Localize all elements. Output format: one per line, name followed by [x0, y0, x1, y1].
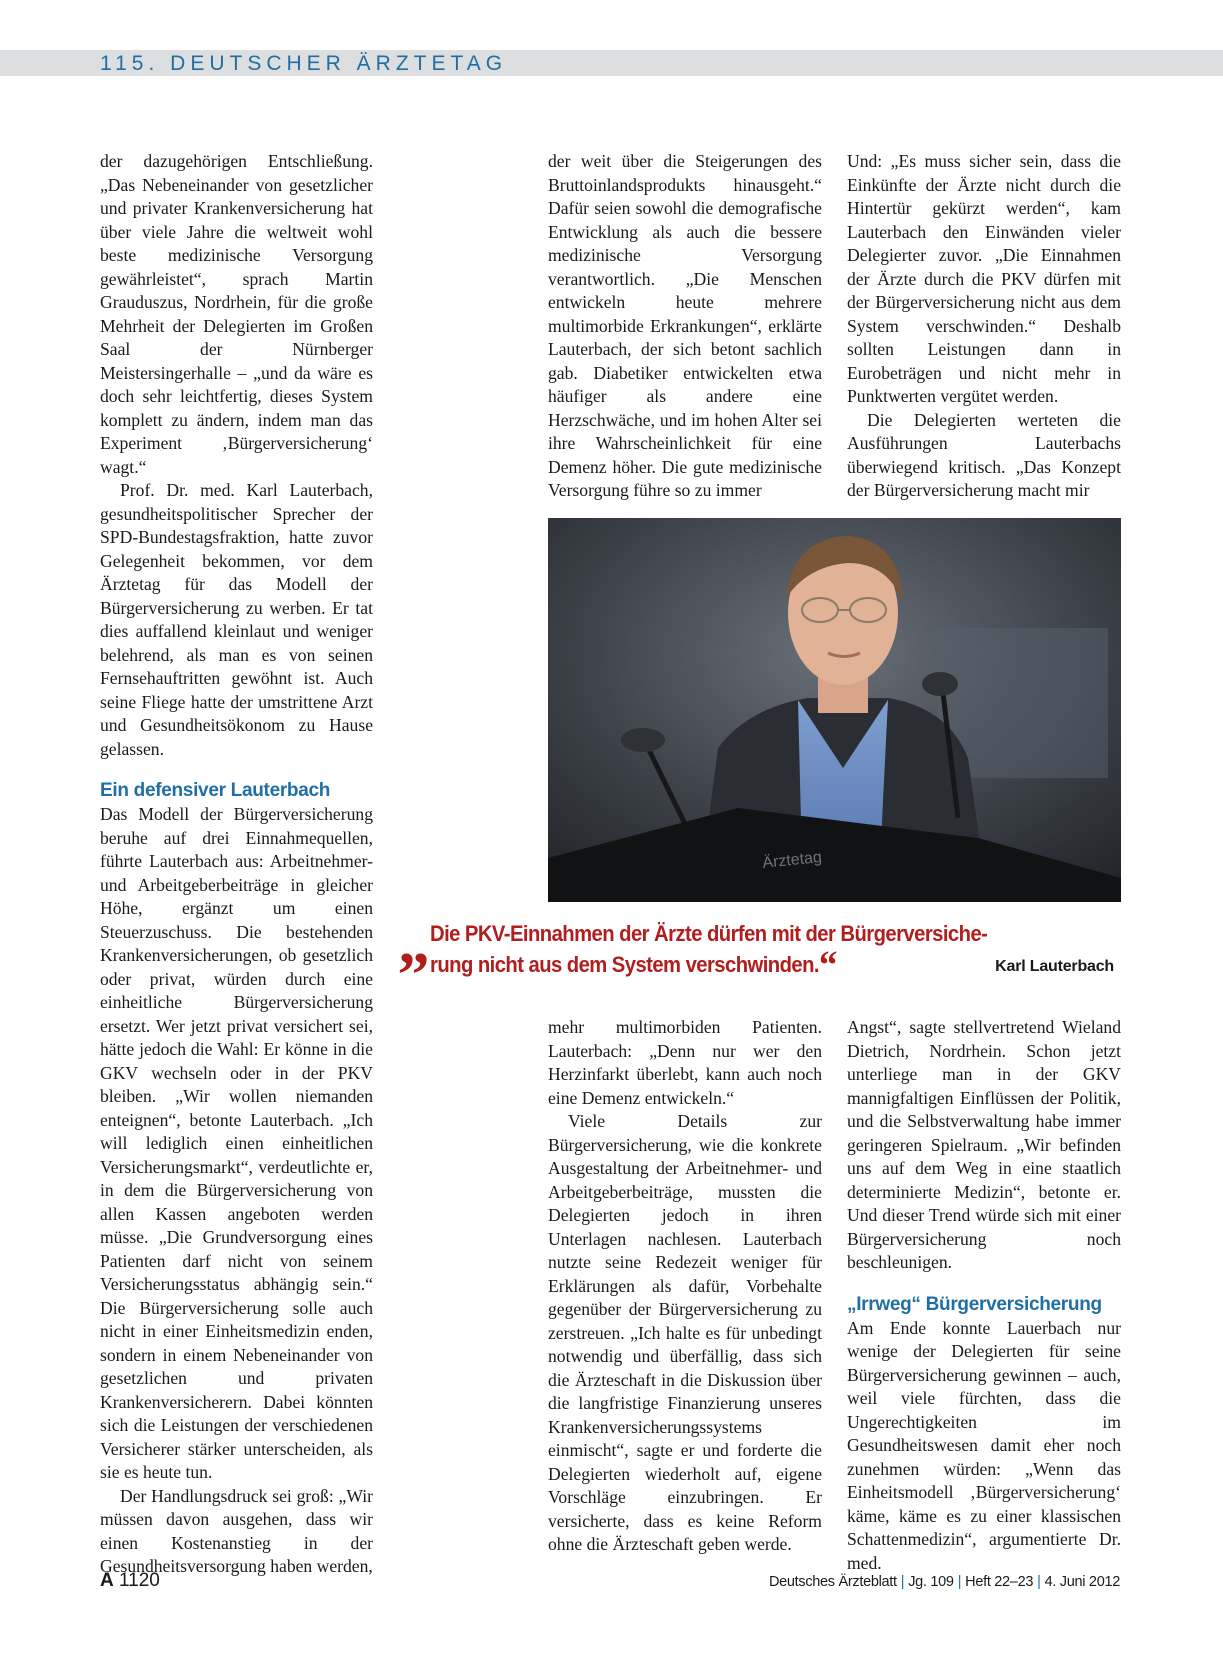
pull-quote-line-2: rung nicht aus dem System verschwinden. — [430, 952, 820, 977]
quote-close-mark: “ — [819, 942, 837, 987]
column-left — [100, 150, 373, 1579]
journal-volume: Jg. 109 — [908, 1574, 954, 1590]
pull-quote-text — [430, 918, 1037, 987]
journal-name: Deutsches Ärzteblatt — [768, 1574, 897, 1590]
subheading: „Irrweg“ Bürgerversicherung — [847, 1293, 1102, 1315]
paragraph: der dazugehörigen Entschließung. „Das Nebeneinander von gesetzlicher und privater Krankenversicherung hat über viele Jahre die weltweit wohl beste medizinische Versorgung gewährleistet“, sprach Martin Grauduszus, Nordrhein, für die große Mehrheit der Delegierten im Großen Saal der Nürnberger Meistersingerhalle – „und da wäre es doch sehr leichtfertig, dieses System komplett zu ändern, indem man das Experiment ‚Bürgerversicherung‘ wagt.“ — [100, 151, 373, 477]
quote-open-mark: „ — [398, 906, 430, 977]
paragraph: Und: „Es muss sicher sein, dass die Einkünfte der Ärzte nicht durch die Hintertür gekürzt werden“, kam Lauterbach den Einwänden vieler Delegierter zuvor. „Die Einnahmen der Ärzte durch die PKV dürfen mit der Bürgerversicherung nicht aus dem System verschwinden.“ Deshalb sollten Leistungen dann in Eurobeträgen und nicht mehr in Punktwerten vergütet werden. — [847, 151, 1121, 406]
footer-citation: Deutsches Ärzteblatt | Jg. 109 | Heft 22–23 | 4. Juni 2012 — [768, 1574, 1120, 1590]
paragraph: Der Handlungsdruck sei groß: „Wir müssen davon ausgehen, dass wir einen Kostenanstieg in der Gesundheitsversorgung haben werden, — [100, 1485, 373, 1576]
section-title: 115. DEUTSCHER ÄRZTETAG — [100, 52, 508, 75]
pull-quote-line-1: Die PKV-Einnahmen der Ärzte dürfen mit der Bürgerversiche- — [430, 921, 988, 946]
paragraph: Am Ende konnte Lauerbach nur wenige der Delegierten für seine Bürgerversicherung gewinnen – auch, weil viele fürchten, dass die Ungerechtigkeiten im Gesundheitswesen damit eher noch zunehmen würden: „Wenn das Einheitsmodell ‚Bürgerversicherung‘ käme, käme es zu einer klassischen Schattenmedizin“, argumentierte Dr. med. — [847, 1317, 1121, 1573]
paragraph: Das Modell der Bürgerversicherung beruhe auf drei Einnahmequellen, führte Lauterbach aus: Arbeitnehmer- und Arbeitgeberbeiträge in gleicher Höhe, ergänzt um einen Steuerzuschuss. Die bestehenden Krankenversicherungen, ob gesetzlich oder privat, würden durch eine einheitliche Bürgerversicherung ersetzt. Wer jetzt privat versichert sei, hätte jedoch die Wahl: Er könne in die GKV wechseln oder in der PKV bleiben. „Wir wollen niemanden enteignen“, betonte Lauterbach. „Ich will lediglich einen einheitlichen Versicherungsmarkt“, verdeutlichte er, in dem die Bürgerversicherung von allen Kassen angeboten werden müsse. „Die Grundversorgung eines Patienten darf nicht von seinem Versicherungsstatus abhängig sein.“ Die Bürgerversicherung solle auch nicht in einer Einheitsmedizin enden, sondern in einem Nebeneinander von gesetzlichen und privaten Krankenversicherern. Dabei könnten sich die Leistungen der verschiedenen Versicherer stärker unterscheiden, als sie es heute tun. — [100, 804, 373, 1482]
column-middle-top — [548, 150, 822, 503]
paragraph: Die Delegierten werteten die Ausführungen Lauterbachs überwiegend kritisch. „Das Konzept der Bürgerversicherung macht mir — [847, 409, 1121, 500]
subheading: Ein defensiver Lauterbach — [100, 780, 331, 801]
paragraph: Viele Details zur Bürgerversicherung, wie die konkrete Ausgestaltung der Arbeitnehmer- und Arbeitgeberbeiträge, mussten die Delegierten jedoch in ihren Unterlagen nachlesen. Lauterbach nutzte seine Redezeit weniger für Erklärungen als dafür, Vorbehalte gegenüber der Bürgerversicherung zu zerstreuen. „Ich halte es für unbedingt notwendig und überfällig, dass sich die Ärzteschaft in die Diskussion über die langfristige Finanzierung unseres Krankenversicherungssystems einmischt“, sagte er und forderte die Delegierten wiederholt auf, eigene Vorschläge einzubringen. Er versicherte, dass es keine Reform ohne die Ärzteschaft geben werde. — [548, 1111, 822, 1554]
speaker-photo — [548, 518, 1121, 902]
paragraph: Prof. Dr. med. Karl Lauterbach, gesundheitspolitischer Sprecher der SPD-Bundestagsfraktion, hatte zuvor Gelegenheit bekommen, vor dem Ärztetag für das Modell der Bürgerversicherung zu werben. Er tat dies auffallend kleinlaut und weniger belehrend, als man es von seinen Fernsehauftritten gewöhnt ist. Auch seine Fliege hatte der umstrittene Arzt und Gesundheitsökonom zu Hause gelassen. — [100, 480, 373, 759]
paragraph: mehr multimorbiden Patienten. Lauterbach: „Denn nur wer den Herzinfarkt überlebt, kann auch noch eine Demenz entwickeln.“ — [548, 1017, 822, 1108]
journal-issue: Heft 22–23 — [965, 1574, 1034, 1590]
page-number: A 1120 — [100, 1570, 160, 1591]
paragraph: Angst“, sagte stellvertretend Wieland Dietrich, Nordrhein. Schon jetzt unterliege man in der GKV mannigfaltigen Einflüssen der Politik, und die Selbstverwaltung habe immer geringeren Spielraum. „Wir befinden uns auf dem Weg in eine staatlich determinierte Medizin“, betonte er. Und dieser Trend würde sich mit einer Bürgerversicherung noch beschleunigen. — [847, 1017, 1121, 1272]
column-right-top — [847, 150, 1121, 503]
column-middle-bottom — [548, 1016, 822, 1557]
journal-date: 4. Juni 2012 — [1044, 1574, 1120, 1590]
lectern-label: Ärztetag — [761, 848, 823, 872]
column-right-bottom — [847, 1016, 1121, 1575]
pull-quote-author: Karl Lauterbach — [995, 958, 1114, 975]
paragraph: der weit über die Steigerungen des Bruttoinlandsprodukts hinausgeht.“ Dafür seien sowohl die demografische Entwicklung als auch die bessere medizinische Versorgung verantwortlich. „Die Menschen entwickeln heute mehrere multimorbide Erkrankungen“, erklärte Lauterbach, der sich betont sachlich gab. Diabetiker entwickelten etwa häufiger als andere eine Herzschwäche, und im hohen Alter sei ihre Wahrscheinlichkeit für eine Demenz höher. Die gute medizinische Versorgung führe so zu immer — [548, 151, 822, 500]
